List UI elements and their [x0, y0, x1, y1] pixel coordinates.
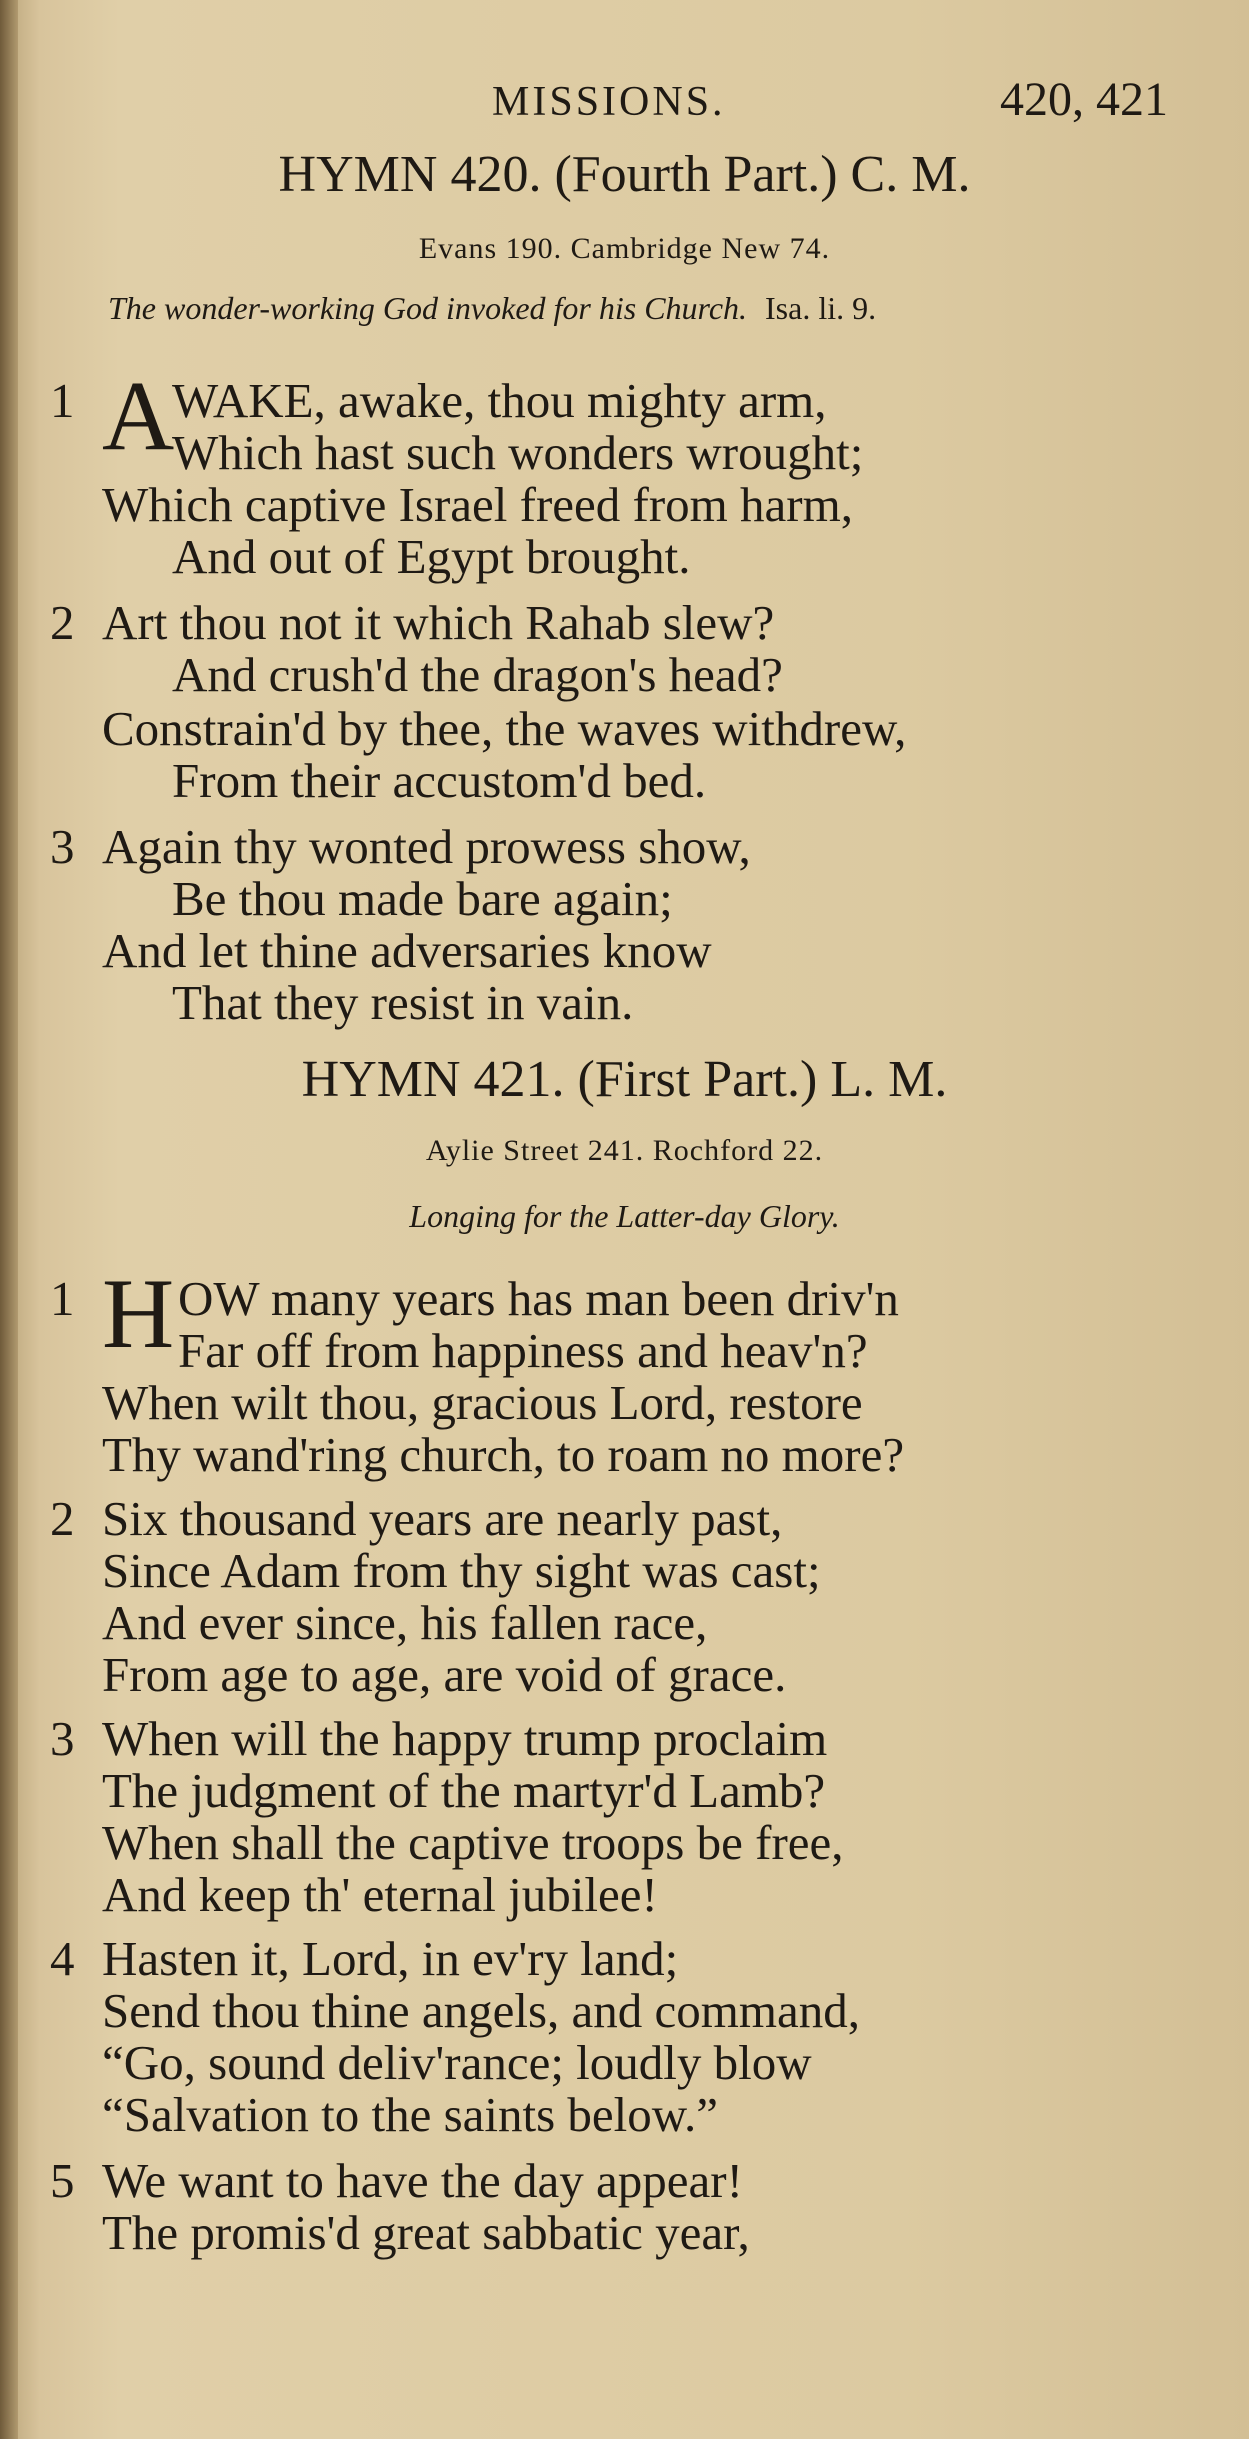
hymn-420-theme-text: The wonder-working God invoked for his Church.	[108, 290, 748, 326]
verse-text: We want to have the day appear!	[102, 2153, 743, 2208]
running-head-title: MISSIONS.	[492, 79, 726, 125]
verse-text: Far off from happiness and heav'n?	[178, 1323, 868, 1378]
verse-text: Send thou thine angels, and command,	[102, 1983, 860, 2038]
verse-text: Constrain'd by thee, the waves withdrew,	[102, 701, 907, 756]
verse-number: 1	[50, 1271, 75, 1326]
hymn-421-tunes: Aylie Street 241. Rochford 22.	[425, 1134, 824, 1167]
verse-text: Six thousand years are nearly past,	[102, 1491, 783, 1546]
verse-text: When wilt thou, gracious Lord, restore	[102, 1375, 863, 1430]
verse-number: 5	[50, 2153, 75, 2208]
verse-text: And out of Egypt brought.	[172, 529, 691, 584]
hymn-420-theme	[108, 290, 876, 327]
verse-text: Which captive Israel freed from harm,	[102, 477, 853, 532]
verse-text: Which hast such wonders wrought;	[172, 425, 864, 480]
verse-number: 1	[50, 373, 75, 428]
verse-text: From their accustom'd bed.	[172, 753, 707, 808]
hymn-420-title: HYMN 420. (Fourth Part.) C. M.	[278, 146, 971, 203]
verse-text: “Go, sound deliv'rance; loudly blow	[102, 2035, 812, 2090]
verse-number: 2	[50, 1491, 75, 1546]
verse-number: 2	[50, 595, 75, 650]
verse-text: Again thy wonted prowess show,	[102, 819, 751, 874]
verse-text: WAKE, awake, thou mighty arm,	[172, 373, 827, 428]
verse-text: Since Adam from thy sight was cast;	[102, 1543, 821, 1598]
verse-text: The promis'd great sabbatic year,	[102, 2205, 750, 2260]
verse-text: And ever since, his fallen race,	[102, 1595, 708, 1650]
verse-text: From age to age, are void of grace.	[102, 1647, 787, 1702]
verse-number: 3	[50, 819, 75, 874]
verse-text: OW many years has man been driv'n	[178, 1271, 899, 1326]
verse-text: Hasten it, Lord, in ev'ry land;	[102, 1931, 679, 1986]
hymn-420-scripture-ref: Isa. li. 9.	[765, 290, 877, 326]
hymn-421-theme: Longing for the Latter-day Glory.	[409, 1198, 840, 1234]
verse-text: And let thine adversaries know	[102, 923, 712, 978]
verse-text: That they resist in vain.	[172, 975, 634, 1030]
verse-text: Be thou made bare again;	[172, 871, 673, 926]
verse-text: Art thou not it which Rahab slew?	[102, 595, 775, 650]
verse-number: 3	[50, 1711, 75, 1766]
verse-text: And crush'd the dragon's head?	[172, 647, 783, 702]
hymn-420-tunes: Evans 190. Cambridge New 74.	[418, 232, 831, 265]
verse-text: Thy wand'ring church, to roam no more?	[102, 1427, 905, 1482]
verse-text: The judgment of the martyr'd Lamb?	[102, 1763, 826, 1818]
verse-text: When shall the captive troops be free,	[102, 1815, 844, 1870]
verse-text: And keep th' eternal jubilee!	[102, 1867, 658, 1922]
page-numbers: 420, 421	[1000, 73, 1168, 126]
verse-number: 4	[50, 1931, 75, 1986]
hymn-421-title: HYMN 421. (First Part.) L. M.	[301, 1051, 948, 1108]
drop-cap: H	[102, 1258, 175, 1369]
verse-text: When will the happy trump proclaim	[102, 1711, 828, 1766]
verse-text: “Salvation to the saints below.”	[102, 2087, 718, 2142]
drop-cap: A	[102, 360, 175, 471]
